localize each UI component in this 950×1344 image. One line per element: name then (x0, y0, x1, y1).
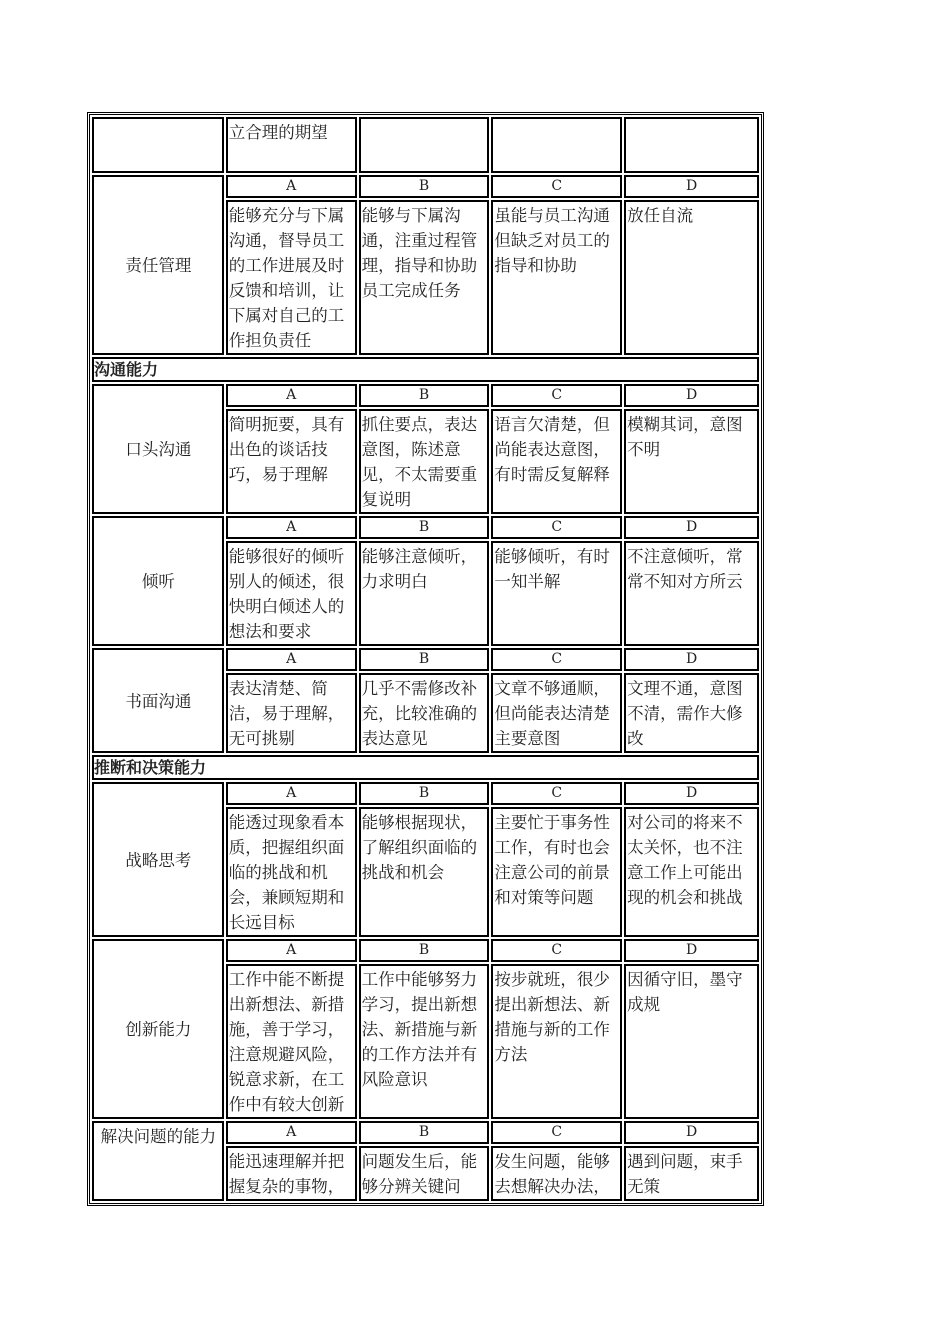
option-a-label: A (226, 516, 357, 539)
table-cell: 几乎不需修改补充，比较准确的表达意见 (359, 673, 490, 753)
evaluation-table (87, 112, 764, 1206)
option-b-label: B (359, 782, 490, 805)
table-cell: 发生问题，能够去想解决办法， (491, 1146, 622, 1201)
criterion-name: 倾听 (92, 516, 224, 646)
table-cell: 简明扼要，具有出色的谈话技巧，易于理解 (226, 409, 357, 514)
empty-cell (359, 117, 490, 173)
table-cell: 能够很好的倾听别人的倾述，很快明白倾述人的想法和要求 (226, 541, 357, 646)
option-c-label: C (491, 939, 622, 962)
option-c-label: C (491, 384, 622, 407)
option-d-label: D (624, 939, 759, 962)
option-c-label: C (491, 782, 622, 805)
option-header-row (92, 648, 759, 671)
table-cell: 能够倾听，有时一知半解 (491, 541, 622, 646)
option-c-label: C (491, 175, 622, 198)
option-header-row (92, 939, 759, 962)
option-b-label: B (359, 939, 490, 962)
criterion-name: 解决问题的能力 (92, 1121, 224, 1201)
table-cell: 立合理的期望 (226, 117, 357, 173)
table-row (92, 117, 759, 173)
criterion-name: 责任管理 (92, 175, 224, 355)
option-d-label: D (624, 782, 759, 805)
option-a-label: A (226, 1121, 357, 1144)
option-header-row (92, 1121, 759, 1144)
criterion-name: 战略思考 (92, 782, 224, 937)
table-cell: 对公司的将来不太关怀，也不注意工作上可能出现的机会和挑战 (624, 807, 759, 937)
table-cell: 工作中能够努力学习，提出新想法、新措施与新的工作方法并有风险意识 (359, 964, 490, 1119)
option-b-label: B (359, 175, 490, 198)
option-c-label: C (491, 1121, 622, 1144)
option-b-label: B (359, 648, 490, 671)
empty-cell (491, 117, 622, 173)
option-c-label: C (491, 648, 622, 671)
table-cell: 能够根据现状，了解组织面临的挑战和机会 (359, 807, 490, 937)
option-d-label: D (624, 1121, 759, 1144)
table-cell: 工作中能不断提出新想法、新措施，善于学习，注意规避风险，锐意求新，在工作中有较大创新 (226, 964, 357, 1119)
table-cell: 能够充分与下属沟通，督导员工的工作进展及时反馈和培训，让下属对自己的工作担负责任 (226, 200, 357, 355)
table-cell: 文章不够通顺，但尚能表达清楚主要意图 (491, 673, 622, 753)
table-cell: 表达清楚、简洁，易于理解，无可挑剔 (226, 673, 357, 753)
option-b-label: B (359, 384, 490, 407)
empty-cell (624, 117, 759, 173)
option-a-label: A (226, 175, 357, 198)
option-d-label: D (624, 516, 759, 539)
section-heading: 沟通能力 (92, 357, 759, 382)
table-cell: 抓住要点，表达意图，陈述意见，不太需要重复说明 (359, 409, 490, 514)
option-a-label: A (226, 648, 357, 671)
criterion-name: 创新能力 (92, 939, 224, 1119)
option-header-row (92, 516, 759, 539)
criterion-name: 书面沟通 (92, 648, 224, 753)
table-cell: 能透过现象看本质，把握组织面临的挑战和机会，兼顾短期和长远目标 (226, 807, 357, 937)
option-a-label: A (226, 939, 357, 962)
table-cell: 能迅速理解并把握复杂的事物， (226, 1146, 357, 1201)
table-cell: 能够与下属沟通，注重过程管理，指导和协助员工完成任务 (359, 200, 490, 355)
option-c-label: C (491, 516, 622, 539)
table-cell: 问题发生后，能够分辨关键问 (359, 1146, 490, 1201)
table-cell: 因循守旧，墨守成规 (624, 964, 759, 1119)
option-header-row (92, 384, 759, 407)
empty-cell (92, 117, 224, 173)
option-a-label: A (226, 384, 357, 407)
table-cell: 语言欠清楚，但尚能表达意图，有时需反复解释 (491, 409, 622, 514)
option-b-label: B (359, 516, 490, 539)
table-cell: 文理不通，意图不清，需作大修改 (624, 673, 759, 753)
option-d-label: D (624, 175, 759, 198)
option-header-row (92, 782, 759, 805)
section-heading: 推断和决策能力 (92, 755, 759, 780)
table-cell: 虽能与员工沟通但缺乏对员工的指导和协助 (491, 200, 622, 355)
option-d-label: D (624, 384, 759, 407)
criterion-name: 口头沟通 (92, 384, 224, 514)
option-header-row (92, 175, 759, 198)
table-cell: 主要忙于事务性工作，有时也会注意公司的前景和对策等问题 (491, 807, 622, 937)
table-cell: 按步就班，很少提出新想法、新措施与新的工作方法 (491, 964, 622, 1119)
option-d-label: D (624, 648, 759, 671)
section-row (92, 755, 759, 780)
option-a-label: A (226, 782, 357, 805)
table-cell: 放任自流 (624, 200, 759, 355)
section-row (92, 357, 759, 382)
table-cell: 能够注意倾听，力求明白 (359, 541, 490, 646)
option-b-label: B (359, 1121, 490, 1144)
table-cell: 模糊其词，意图不明 (624, 409, 759, 514)
table-cell: 遇到问题，束手无策 (624, 1146, 759, 1201)
table-cell: 不注意倾听，常常不知对方所云 (624, 541, 759, 646)
